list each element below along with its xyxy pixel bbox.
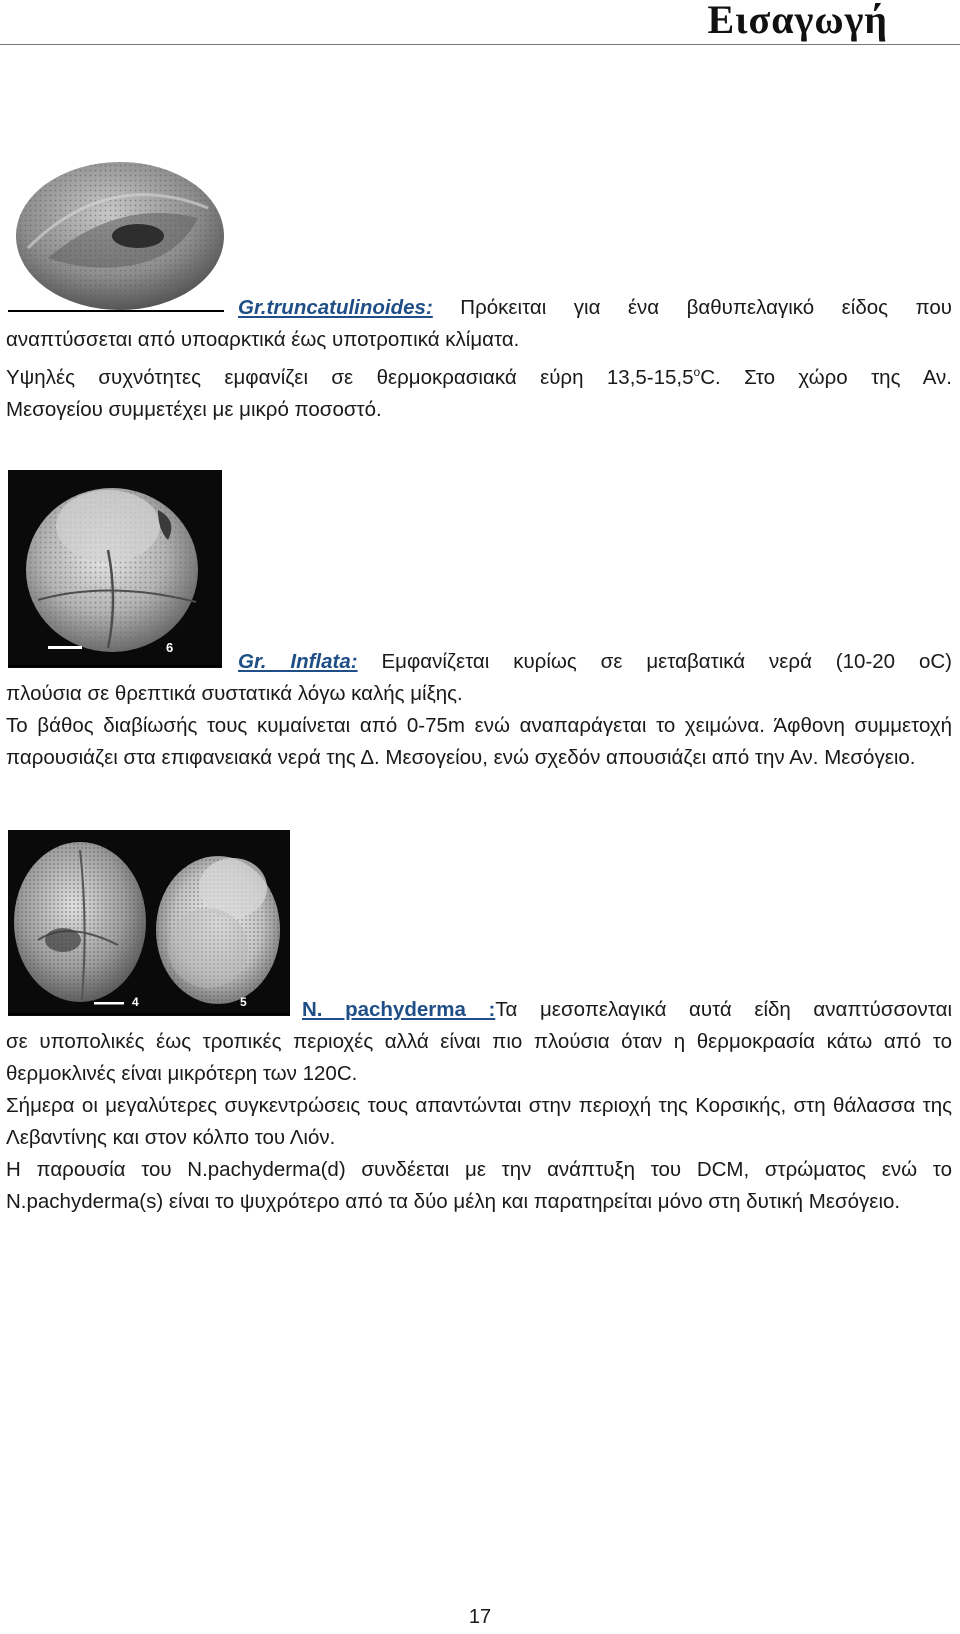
section-3-paragraph-2: Σήμερα οι μεγαλύτερες συγκεντρώσεις τους απαντώνται στην περιοχή της Κορσικής, στη θάλασσα της Λεβαντίνης και στον κόλπο του Λιόν. — [6, 1094, 952, 1149]
section-2-body — [6, 678, 952, 774]
species-pachyderma: N. pachyderma : — [302, 998, 496, 1021]
figure-truncatulinoides — [8, 138, 224, 314]
figure-6-number: 6 — [166, 640, 174, 655]
section-3-paragraph-1: σε υποπολικές έως τροπικές περιοχές αλλά είναι πιο πλούσια όταν η θερμοκρασία κάτω από το θερμοκλινές είναι μικρότερη των 120C. — [6, 1030, 952, 1085]
section-2-first-line: Gr. Inflata: Εμφανίζεται κυρίως σε μεταβατικά νερά (10-20 oC) — [238, 650, 952, 673]
species-truncatulinoides: Gr.truncatulinoides: — [238, 296, 433, 319]
page-number: 17 — [468, 1606, 492, 1628]
header-divider — [0, 44, 960, 45]
section-2-line-1: πλούσια σε θρεπτικά συστατικά λόγω καλής μίξης. — [6, 682, 463, 705]
figure-5-number: 5 — [240, 995, 247, 1009]
section-1-line-1: αναπτύσσεται από υποαρκτικά έως υποτροπικά κλίματα. — [6, 328, 520, 351]
page-header-title: Εισαγωγή — [707, 0, 888, 42]
section-3-first-line: N. pachyderma :Τα μεσοπελαγικά αυτά είδη αναπτύσσονται — [302, 998, 952, 1021]
section-1-body — [6, 324, 952, 426]
section-1-first-line: Gr.truncatulinoides: Πρόκειται για ένα βαθυπελαγικό είδος που — [238, 296, 952, 319]
species-inflata: Gr. Inflata: — [238, 650, 358, 673]
section-3-paragraph-3: Η παρουσία του N.pachyderma(d) συνδέεται με την ανάπτυξη του DCM, στρώματος ενώ το N.pachyderma(s) είναι το ψυχρότερο από τα δύο μέλη και παρατηρείται μόνο στη δυτική Μεσόγειο. — [6, 1158, 952, 1213]
section-3-body — [6, 1026, 952, 1218]
section-1-line-3: Μεσογείου συμμετέχει με μικρό ποσοστό. — [6, 397, 382, 421]
section-2-paragraph: Το βάθος διαβίωσής τους κυμαίνεται από 0-75m ενώ αναπαράγεται το χειμώνα. Άφθονη συμμετοχή παρουσιάζει στα επιφανειακά νερά της Δ. Μεσογείου, ενώ σχεδόν απουσιάζει από την Αν. Μεσόγειο. — [6, 714, 952, 769]
figure-inflata — [8, 470, 222, 668]
figure-pachyderma — [8, 830, 290, 1016]
figure-4-number: 4 — [132, 995, 139, 1009]
section-1-line-2: Υψηλές συχνότητες εμφανίζει σε θερμοκρασιακά εύρη 13,5-15,5$^o$C. Στο χώρο της Αν. — [6, 365, 952, 389]
